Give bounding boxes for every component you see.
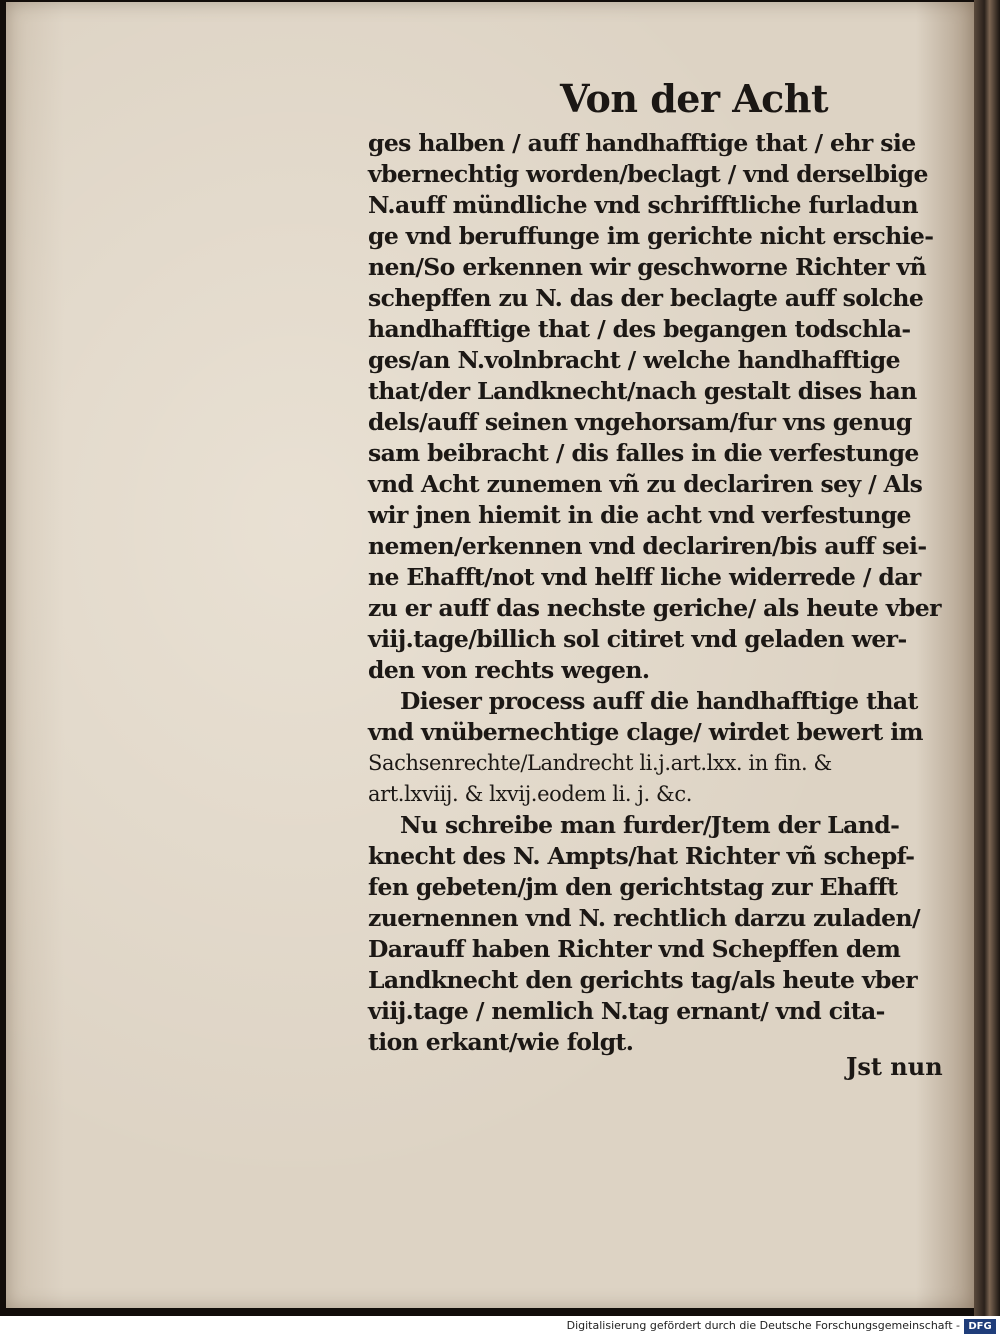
body-text [360, 128, 972, 1058]
text-line: ges/an N.volnbracht / welche handhafftige [368, 346, 900, 374]
text-line: knecht des N. Ampts/hat Richter vñ schepf- [368, 842, 915, 870]
catchword: Jst nun [846, 1052, 943, 1081]
footer-bar [0, 1316, 1000, 1338]
text-line: ges halben / auff handhafftige that / ehr sie [368, 129, 916, 157]
text-line: nen/So erkennen wir geschworne Richter vñ [368, 253, 927, 281]
text-line: sam beibracht / dis falles in die verfestunge [368, 439, 919, 467]
text-line: viij.tage/billich sol citiret vnd geladen wer- [368, 625, 907, 653]
text-line: dels/auff seinen vngehorsam/fur vns genug [368, 408, 912, 436]
text-line: vnd vnübernechtige clage/ wirdet bewert im [368, 718, 923, 746]
funding-credit: Digitalisierung gefördert durch die Deutsche Forschungsgemeinschaft - [566, 1319, 960, 1332]
text-line: zu er auff das nechste geriche/ als heute vber [368, 594, 941, 622]
dfg-logo: DFG [964, 1319, 996, 1334]
text-line: wir jnen hiemit in die acht vnd verfestunge [368, 501, 911, 529]
text-line: art.lxviij. & lxvij.eodem li. j. &c. [368, 782, 692, 806]
text-line: fen gebeten/jm den gerichtstag zur Ehafft [368, 873, 898, 901]
text-line: N.auff mündliche vnd schrifftliche furladun [368, 191, 918, 219]
text-line: nemen/erkennen vnd declariren/bis auff sei- [368, 532, 927, 560]
text-line: ge vnd beruffunge im gerichte nicht erschie- [368, 222, 934, 250]
text-line: vbernechtig worden/beclagt / vnd derselbige [368, 160, 928, 188]
text-line: tion erkant/wie folgt. [368, 1028, 634, 1056]
text-line: that/der Landknecht/nach gestalt dises han [368, 377, 917, 405]
text-line: Nu schreibe man furder/Jtem der Land- [400, 811, 900, 839]
text-line: Darauff haben Richter vnd Schepffen dem [368, 935, 901, 963]
text-line: ne Ehafft/not vnd helff liche widerrede / dar [368, 563, 921, 591]
text-line: zuernennen vnd N. rechtlich darzu zuladen/ [368, 904, 920, 932]
text-line: Sachsenrechte/Landrecht li.j.art.lxx. in fin. & [368, 751, 832, 775]
text-line: schepffen zu N. das der beclagte auff solche [368, 284, 924, 312]
text-line: Landknecht den gerichts tag/als heute vber [368, 966, 918, 994]
text-line: viij.tage / nemlich N.tag ernant/ vnd cita- [368, 997, 885, 1025]
text-line: Dieser process auff die handhafftige that [400, 687, 918, 715]
running-head: Von der Acht [560, 76, 828, 121]
text-line: den von rechts wegen. [368, 656, 650, 684]
text-line: handhafftige that / des begangen todschla- [368, 315, 911, 343]
book-page-edge [974, 0, 1000, 1316]
text-line: vnd Acht zunemen vñ zu declariren sey / Als [368, 470, 923, 498]
